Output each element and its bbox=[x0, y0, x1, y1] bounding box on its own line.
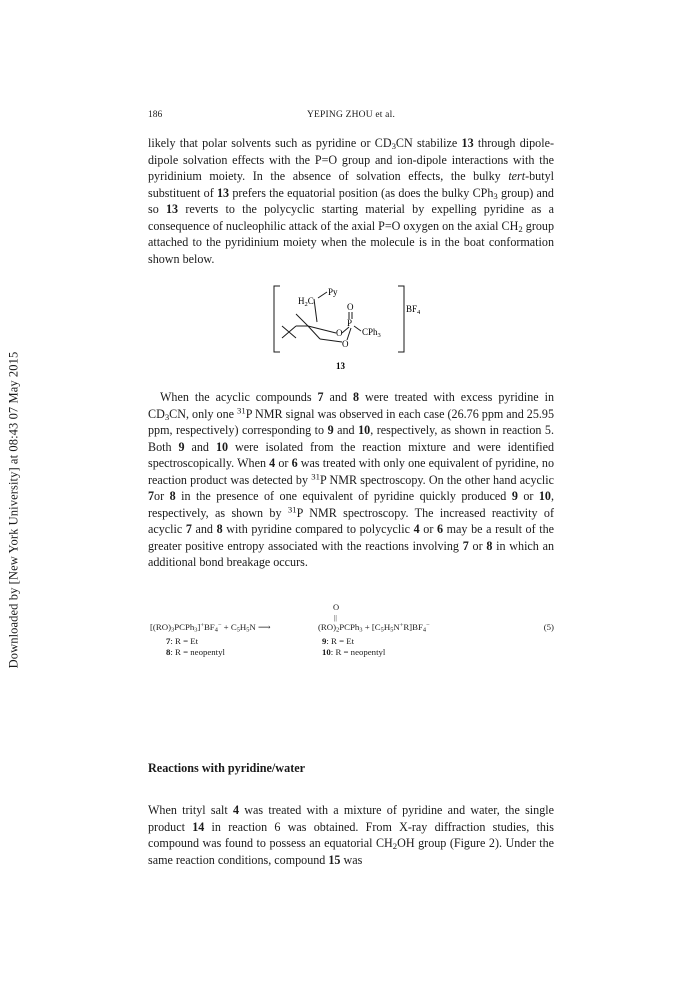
ring-oxygen-label: O bbox=[336, 328, 343, 338]
cph3-label: CPh$_3$ bbox=[362, 327, 381, 339]
bond bbox=[296, 314, 308, 326]
section-heading: Reactions with pyridine/water bbox=[148, 761, 306, 775]
reaction-reactants: $[(RO)_3PCPh_3]^+BF_4^- + C_5H_5N$ ⟶ bbox=[150, 621, 271, 634]
paragraph-pyridine-water: When trityl salt 4 was treated with a mixture of pyridine and water, the single product 14 in reaction 6 was obtained. From X-ray diffraction studies, this compound was found to possess an equatorial $CH_2OH$ group (Figure 2). Under the same reaction conditions, compound 15 was bbox=[148, 803, 554, 867]
reaction-5 bbox=[148, 600, 554, 660]
download-watermark bbox=[4, 330, 24, 690]
compound-ref: 13 bbox=[461, 136, 474, 150]
compound-ref: 13 bbox=[216, 185, 230, 200]
compound-10-label: 10: R = neopentyl bbox=[322, 647, 386, 657]
bond bbox=[314, 299, 317, 322]
py-label: Py bbox=[328, 287, 338, 297]
page-number: 186 bbox=[148, 110, 163, 120]
reaction-arrow: ⟶ bbox=[257, 622, 271, 632]
oxo-label: O bbox=[347, 302, 354, 312]
left-bracket bbox=[274, 286, 280, 352]
compound-9-label: 9: R = Et bbox=[322, 636, 355, 646]
h2c-label: $H_2C$ bbox=[298, 296, 314, 308]
phosphorus-label: P bbox=[347, 318, 353, 328]
compound-8-label: 8: R = neopentyl bbox=[166, 647, 225, 657]
oxo-label: O bbox=[333, 602, 340, 612]
bond bbox=[308, 326, 336, 333]
download-watermark-text: Downloaded by [New York University] at 08:43 07 May 2015 bbox=[6, 351, 21, 669]
running-head: YEPING ZHOU et al. bbox=[306, 110, 396, 120]
paragraph-acyclic: When the acyclic compounds 7 and 8 were treated with excess pyridine in $CD_3CN$, only one $^{31}$P NMR signal was observed in each case (26.76 ppm and 25.95 ppm, respectively) corresponding to 9 and 10, respectively, as shown in reaction 5. Both 9 and 10 were isolated from the reaction mixture and were identified spectroscopically. When 4 or 6 was treated with only one equivalent of pyridine, no reaction product was detected by $^{31}$P NMR spectroscopy. On the other hand acyclic 7or 8 in the presence of one equivalent of pyridine quickly produced 9 or 10, respectively, as shown by $^{31}$P NMR spectroscopy. The increased reactivity of acyclic 7 and 8 with pyridine compared to polycyclic 4 or 6 may be a result of the greater positive entropy associated with the reactions involving 7 or 8 in which an additional bond breakage occurs. bbox=[148, 390, 555, 569]
compound-ref: 13 bbox=[166, 202, 179, 216]
tert-butyl-cross bbox=[282, 326, 296, 338]
bond bbox=[320, 339, 342, 342]
oxo-double-bond: || bbox=[334, 614, 337, 622]
bond bbox=[354, 326, 361, 331]
paragraph-solvation: likely that polar solvents such as pyridine or $CD_3CN$ stabilize 13 through dipole-dipole solvation effects with the P=O group and ion-dipole interactions with the pyridinium moiety. In the absence of solvation effects, the bulky tert-butyl substituent of 13 prefers the equatorial position (as does the bulky CPh$_3$ group) and so 13 reverts to the polycyclic starting material by expelling pyridine as a consequence of nucleophilic attack of the axial P=O oxygen on the axial $CH_2$ group attached to the pyridinium moiety when the molecule is in the boat conformation shown below. bbox=[148, 136, 554, 266]
compound-number: 13 bbox=[336, 361, 345, 371]
structure-13 bbox=[270, 284, 420, 372]
compound-7-label: 7: R = Et bbox=[166, 636, 199, 646]
page-header bbox=[148, 110, 554, 124]
ring-oxygen-label: O bbox=[342, 339, 349, 349]
reaction-products: $(RO)_2PCPh_3 + [C_5H_5N^+R]BF_4^-$ bbox=[318, 621, 430, 634]
equation-number: (5) bbox=[543, 622, 554, 632]
right-bracket bbox=[398, 286, 404, 352]
bf4-label: $BF_4$ bbox=[406, 304, 420, 316]
bond bbox=[318, 292, 327, 298]
